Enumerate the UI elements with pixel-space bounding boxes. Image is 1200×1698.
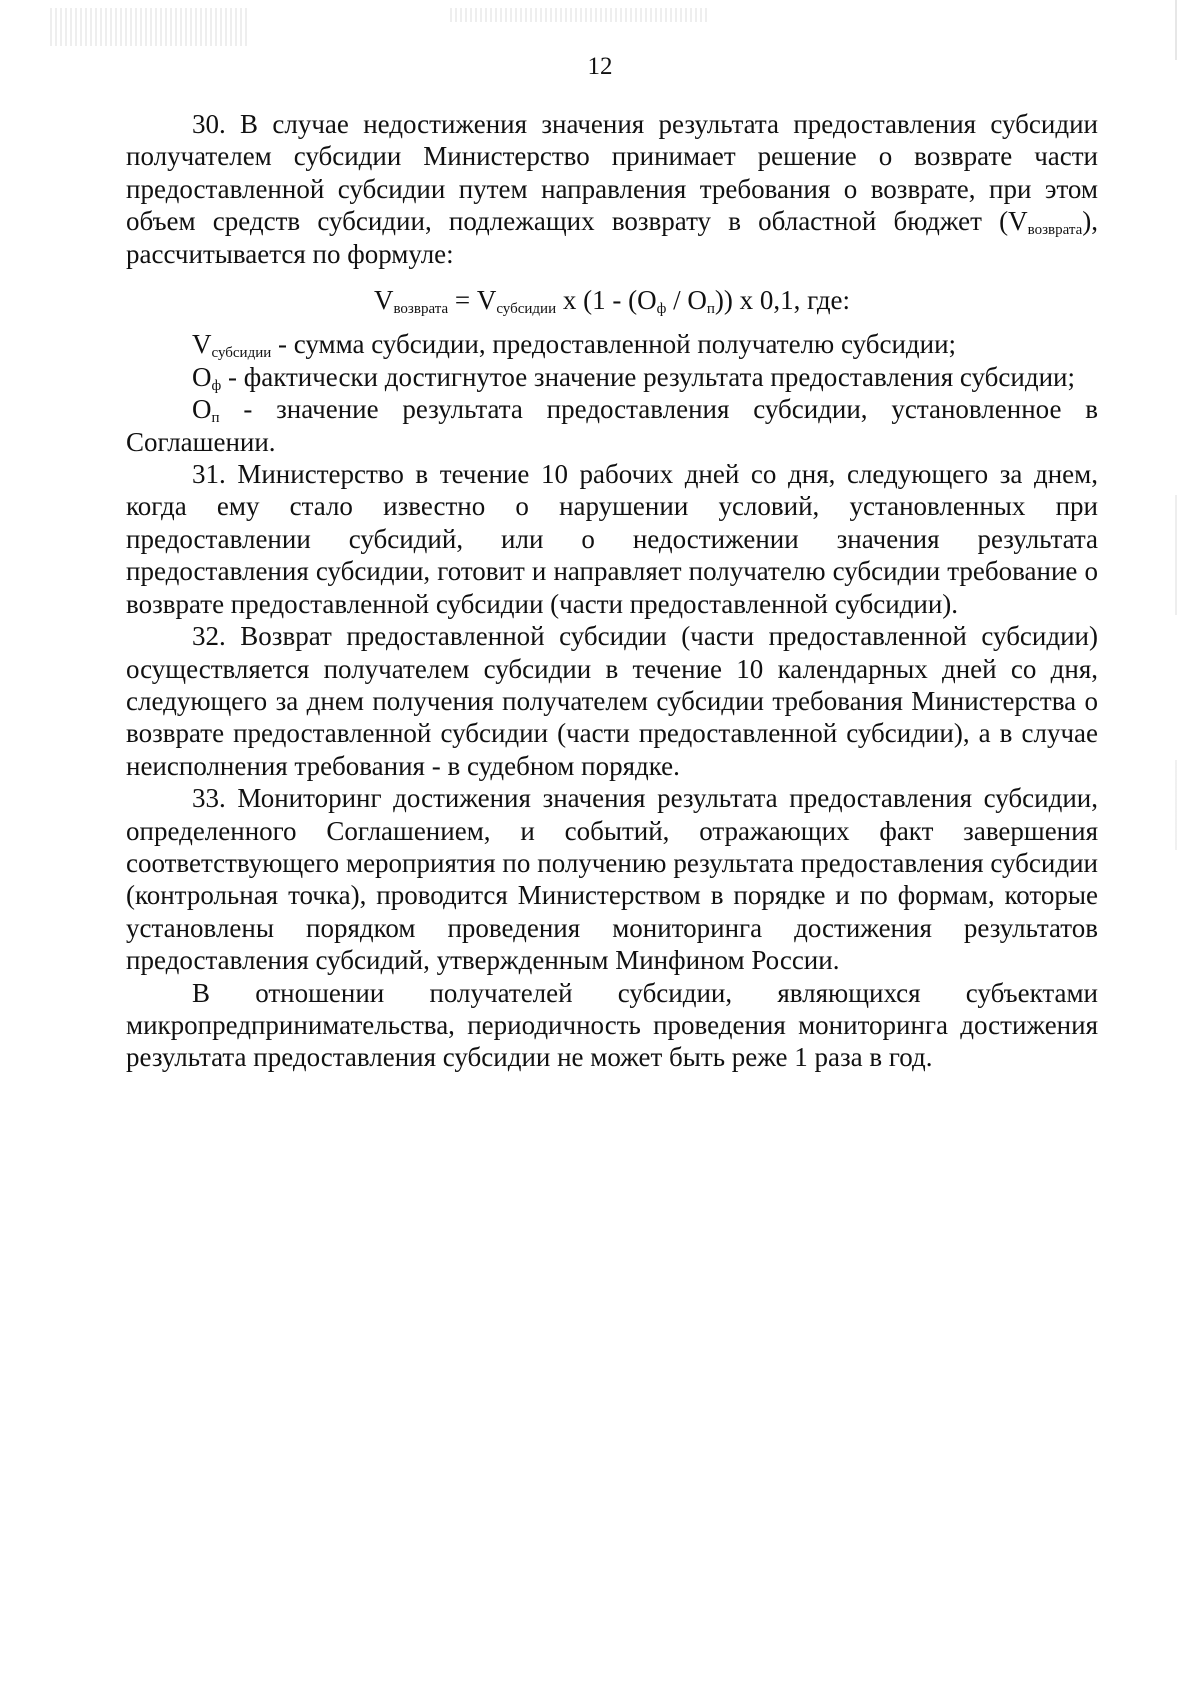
formula-symbol: V — [373, 285, 394, 316]
formula-part: / О — [666, 285, 707, 316]
definition-text: - сумма субсидии, предоставленной получателю субсидии; — [271, 329, 957, 360]
scan-artifact — [450, 8, 710, 22]
subscript: возврата — [393, 301, 449, 318]
document-body — [126, 108, 1098, 1074]
definition-symbol: О — [192, 394, 212, 425]
scan-artifact — [1175, 0, 1179, 60]
definition-symbol: V — [192, 329, 212, 360]
subscript: субсидии — [496, 301, 557, 318]
paragraph-31: 31. Министерство в течение 10 рабочих дней со дня, следующего за днем, когда ему стало известно о нарушении условий, установленных при предоставлении субсидий, или о недостижении значения результата предоставления субсидии, готовит и направляет получателю субсидии требование о возврате предоставленной субсидии (части предоставленной субсидии). — [126, 459, 1098, 619]
subscript: ф — [656, 301, 667, 318]
subscript: возврата — [1027, 222, 1083, 239]
formula-part: = V — [448, 285, 497, 316]
paragraph-30 — [126, 108, 1098, 270]
formula-part: )) x 0,1, где: — [714, 285, 851, 316]
subscript: п — [211, 410, 220, 427]
definition-of — [126, 361, 1098, 393]
page-number: 12 — [587, 53, 613, 80]
formula — [126, 284, 1098, 316]
scan-artifact — [1175, 760, 1178, 850]
paragraph-30-text: 30. В случае недостижения значения результата предоставления субсидии получателем субсидии Министерство принимает решение о возврате части предоставленной субсидии путем направления требования о возврате, при этом объем средств субсидии, подлежащих возврату в областной бюджет (V — [126, 109, 1098, 237]
definition-v — [126, 328, 1098, 360]
paragraph-33-continuation: В отношении получателей субсидии, являющихся субъектами микропредпринимательства, периодичность проведения мониторинга достижения результата предоставления субсидии не может быть реже 1 раза в год. — [126, 977, 1098, 1073]
paragraph-32: 32. Возврат предоставленной субсидии (части предоставленной субсидии) осуществляется получателем субсидии в течение 10 календарных дней со дня, следующего за днем получения получателем субсидии требования Министерства о возврате предоставленной субсидии (части предоставленной субсидии), а в случае неисполнения требования - в судебном порядке. — [126, 621, 1098, 781]
subscript: субсидии — [211, 345, 272, 362]
scan-artifact — [50, 8, 250, 46]
subscript: п — [706, 301, 715, 318]
paragraph-30-end: ), рассчитывается по формуле: — [126, 206, 1098, 269]
scan-artifact — [1175, 495, 1178, 615]
definition-symbol: О — [192, 361, 212, 392]
subscript: ф — [211, 377, 222, 394]
definition-text: - значение результата предоставления субсидии, установленное в Соглашении. — [126, 394, 1098, 457]
formula-part: x (1 - (О — [556, 285, 657, 316]
definition-op — [126, 393, 1098, 458]
paragraph-33: 33. Мониторинг достижения значения результата предоставления субсидии, определенного Соглашением, и событий, отражающих факт завершения соответствующего мероприятия по получению результата предоставления субсидии (контрольная точка), проводится Министерством в порядке и по формам, которые установлены порядком проведения мониторинга достижения результатов предоставления субсидий, утвержденным Минфином России. — [126, 783, 1098, 976]
definition-text: - фактически достигнутое значение результата предоставления субсидии; — [221, 361, 1075, 392]
